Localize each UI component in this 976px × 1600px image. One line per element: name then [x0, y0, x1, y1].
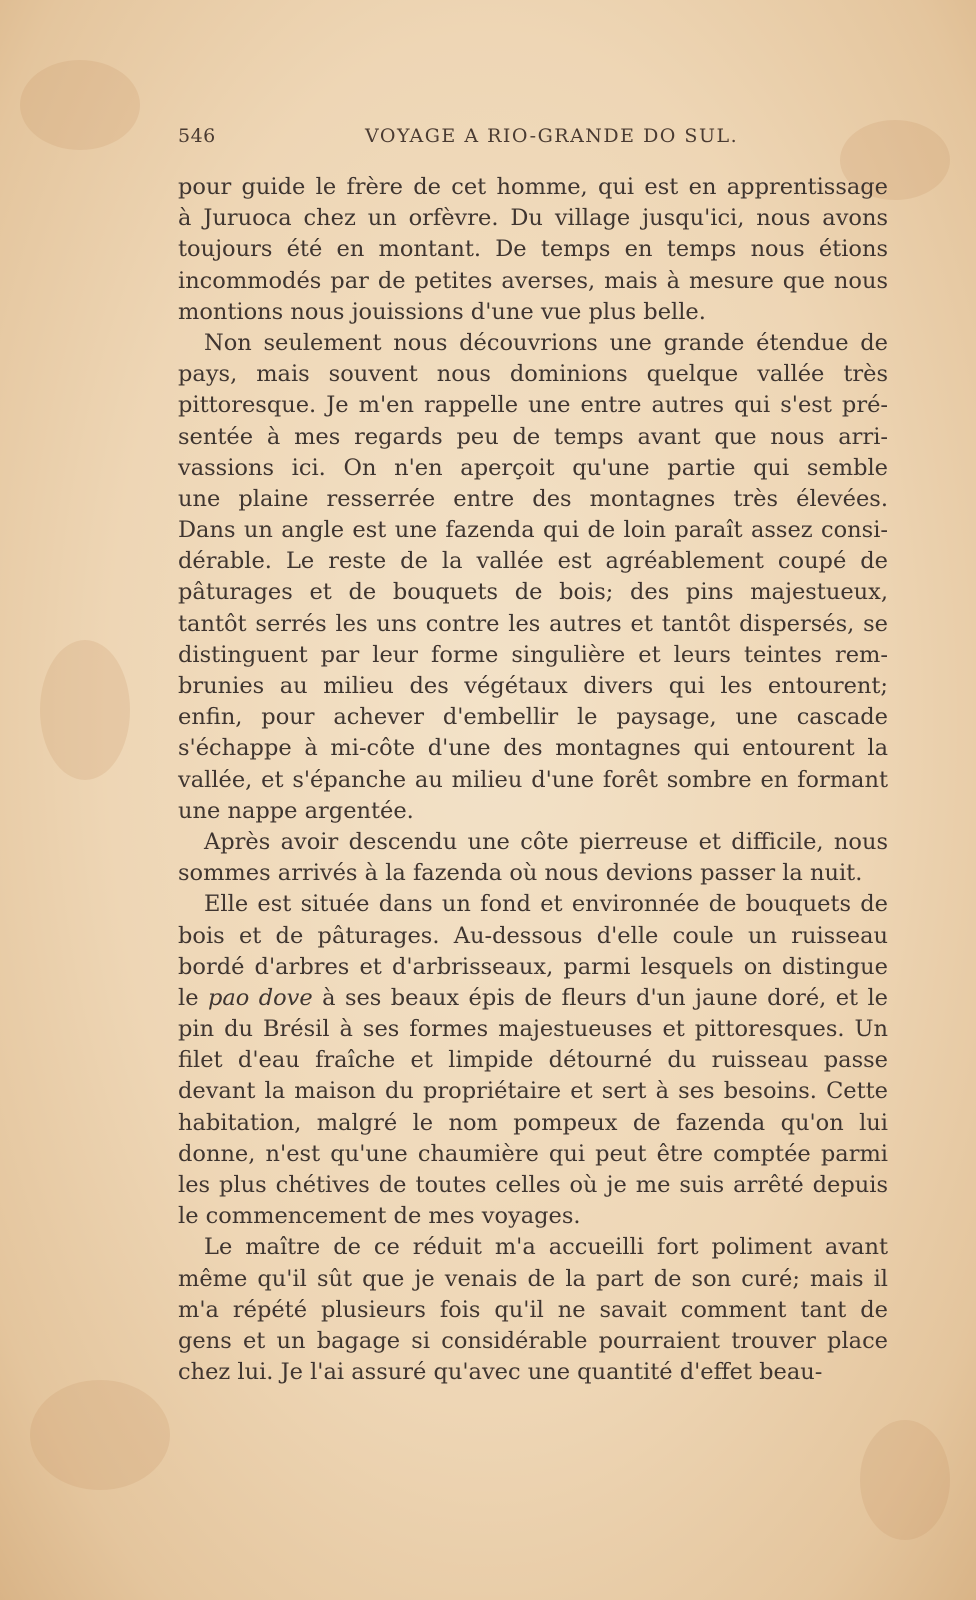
- text-line: une plaine resserrée entre des montagnes très élevées.: [178, 485, 888, 512]
- running-header: [178, 125, 890, 155]
- text-line: même qu'il sût que je venais de la part de son curé; mais il: [178, 1265, 888, 1292]
- text-line: pâturages et de bouquets de bois; des pins majestueux,: [178, 579, 888, 606]
- text-line: tantôt serrés les uns contre les autres et tantôt dispersés, se: [178, 610, 888, 637]
- paragraph: [178, 889, 888, 1232]
- text-line: Après avoir descendu une côte pierreuse et difficile, nous: [204, 828, 888, 855]
- text-line: Non seulement nous découvrions une grande étendue de: [204, 329, 888, 356]
- text-line: gens et un bagage si considérable pourraient trouver place: [178, 1327, 888, 1354]
- paragraph: [178, 827, 888, 889]
- running-title: VOYAGE A RIO-GRANDE DO SUL.: [365, 125, 739, 147]
- text-line: bordé d'arbres et d'arbrisseaux, parmi lesquels on distingue: [178, 953, 888, 980]
- text-line: filet d'eau fraîche et limpide détourné du ruisseau passe: [178, 1047, 888, 1074]
- text-line: pin du Brésil à ses formes majestueuses et pittoresques. Un: [178, 1016, 888, 1043]
- text-line: dérable. Le reste de la vallée est agréablement coupé de: [178, 548, 888, 575]
- text-line: le commencement de mes voyages.: [178, 1203, 581, 1230]
- text-line: distinguent par leur forme singulière et leurs teintes rem-: [178, 641, 888, 668]
- paragraph: [178, 1232, 888, 1388]
- text-line: montions nous jouissions d'une vue plus belle.: [178, 298, 706, 325]
- text-line: bois et de pâturages. Au-dessous d'elle coule un ruisseau: [178, 922, 888, 949]
- text-line: Le maître de ce réduit m'a accueilli fort poliment avant: [204, 1234, 888, 1261]
- text-line: le pao dove à ses beaux épis de fleurs d'un jaune doré, et le: [178, 984, 889, 1011]
- text-line: vallée, et s'épanche au milieu d'une forêt sombre en formant: [178, 766, 888, 793]
- text-line: sommes arrivés à la fazenda où nous devions passer la nuit.: [178, 860, 863, 887]
- text-line: pays, mais souvent nous dominions quelque vallée très: [178, 361, 888, 388]
- text-line: donne, n'est qu'une chaumière qui peut être comptée parmi: [178, 1140, 888, 1167]
- paper-stain: [40, 640, 130, 780]
- text-line: vassions ici. On n'en aperçoit qu'une partie qui semble: [178, 454, 888, 481]
- text-line: à Juruoca chez un orfèvre. Du village jusqu'ici, nous avons: [178, 205, 888, 232]
- text-line: pittoresque. Je m'en rappelle une entre autres qui s'est pré-: [178, 392, 888, 419]
- text-line: chez lui. Je l'ai assuré qu'avec une quantité d'effet beau-: [178, 1359, 823, 1386]
- paper-stain: [860, 1420, 950, 1540]
- paragraph: [178, 172, 888, 328]
- text-line: Elle est située dans un fond et environnée de bouquets de: [204, 891, 888, 918]
- text-line: devant la maison du propriétaire et sert à ses besoins. Cette: [178, 1078, 888, 1105]
- text-line: m'a répété plusieurs fois qu'il ne savait comment tant de: [178, 1296, 888, 1323]
- paper-stain: [30, 1380, 170, 1490]
- text-line: habitation, malgré le nom pompeux de fazenda qu'on lui: [178, 1109, 888, 1136]
- text-line: toujours été en montant. De temps en temps nous étions: [178, 236, 888, 263]
- text-line: sentée à mes regards peu de temps avant que nous arri-: [178, 423, 888, 450]
- text-line: pour guide le frère de cet homme, qui est en apprentissage: [178, 174, 888, 200]
- text-line: brunies au milieu des végétaux divers qui les entourent;: [178, 673, 888, 699]
- body-text: [178, 172, 888, 1388]
- text-line: une nappe argentée.: [178, 797, 414, 824]
- text-line: incommodés par de petites averses, mais à mesure que nous: [178, 267, 888, 294]
- text-line: enfin, pour achever d'embellir le paysage, une cascade: [178, 704, 888, 731]
- page-number: 546: [178, 125, 216, 147]
- paragraph: [178, 328, 888, 827]
- text-line: Dans un angle est une fazenda qui de loin paraît assez consi-: [178, 517, 888, 544]
- paper-stain: [20, 60, 140, 150]
- text-line: s'échappe à mi-côte d'une des montagnes qui entourent la: [178, 735, 888, 762]
- text-line: les plus chétives de toutes celles où je me suis arrêté depuis: [178, 1172, 888, 1198]
- italic-term: pao dove: [207, 984, 313, 1011]
